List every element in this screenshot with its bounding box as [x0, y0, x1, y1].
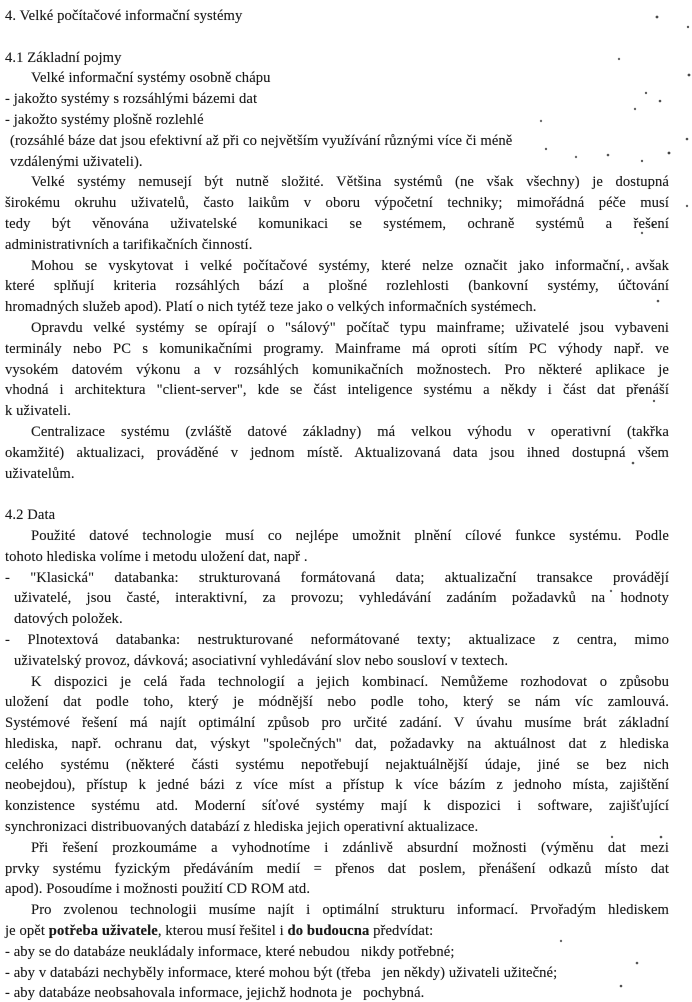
- text-line: k uživateli.: [5, 403, 72, 420]
- text-line: širokému okruhu uživatelů, často laikům v oboru výpočetní techniky; mimořádná péče musí: [5, 195, 669, 212]
- text-line: hlediska, např. ochranu dat, výskyt "společných" dat, požadavky na aktuálnost dat z hlediska: [5, 735, 669, 752]
- bullet-line: - "Klasická" databanka: strukturovaná formátovaná data; aktualizační transakce provádějí: [5, 569, 669, 586]
- text-line: Velké systémy nemusejí být nutně složité. Většina systémů (ne však všechny) je dostupná: [31, 174, 669, 191]
- text-line: Použité datové technologie musí co nejlépe umožnit plnění cílové funkce systému. Podle: [31, 527, 669, 544]
- text-line: datových položek.: [14, 611, 123, 628]
- chapter-title: 4. Velké počítačové informační systémy: [5, 8, 243, 24]
- text-line: uložení dat podle toho, který je módnější nebo podle toho, který se nám víc zamlouvá.: [5, 694, 669, 711]
- bold-text-segment: potřeba uživatele: [48, 923, 158, 940]
- bullet-line: - jakožto systémy s rozsáhlými bázemi dat: [5, 91, 258, 108]
- text-line-with-bold: [5, 921, 669, 942]
- text-line: konzistence systému atd. Moderní síťové systémy mají k dispozici i software, zajišťující: [5, 798, 669, 815]
- section-4-1-heading: 4.1 Základní pojmy: [5, 49, 122, 66]
- blank-line: [5, 484, 669, 505]
- scan-noise: [0, 0, 2, 2]
- text-segment: předvídat:: [369, 923, 434, 940]
- text-line: Pro zvolenou technologii musíme najít i optimální strukturu informací. Prvořadým hlediskem: [31, 902, 669, 919]
- text-line: apod). Posoudíme i možnosti použití CD ROM atd.: [5, 881, 311, 898]
- bullet-line: - Plnotextová databanka: nestrukturované neformátované texty; aktualizace z centra, mimo: [5, 631, 669, 648]
- text-line: Centralizace systému (zvláště datové základny) má velkou výhodu v operativní (takřka: [31, 423, 669, 440]
- text-line: Systémové řešení má najít optimální způsob pro určité zadání. V úvahu musíme brát základní: [5, 715, 669, 732]
- text-line: synchronizaci distribuovaných databází z hlediska jejich operativní aktualizace.: [5, 819, 479, 836]
- text-line: celého systému (některé části systému nepotřebují nejaktuálnější údaje, jiné se bez nich: [5, 756, 669, 773]
- text-segment: , kterou musí řešitel i: [157, 923, 288, 940]
- text-line: Velké informační systémy osobně chápu: [31, 70, 271, 87]
- text-segment: je opět: [5, 923, 49, 940]
- bullet-line: - aby v databázi nechyběly informace, které mohou být (třeba jen někdy) uživateli užitečné;: [5, 964, 558, 981]
- text-line: uživatelský provoz, dávková; asociativní vyhledávání slov nebo sousloví v textech.: [14, 652, 509, 669]
- text-line: okamžité) aktualizaci, prováděné v jednom místě. Aktualizovaná data jsou ihned dostupná všem: [5, 444, 669, 461]
- text-line: neobejdou), přístup k jedné bázi z více míst a přístup k více bázím z jednoho místa, zajištění: [5, 777, 669, 794]
- text-line: administrativních a tarifikačních činností.: [5, 236, 253, 253]
- bullet-line: - aby se do databáze neukládaly informace, které nebudou nikdy potřebné;: [5, 943, 455, 960]
- section-4-2-heading: 4.2 Data: [5, 507, 56, 524]
- text-line: Mohou se vyskytovat i velké počítačové systémy, které nelze označit jako informační, avšak: [31, 257, 669, 274]
- bold-text-segment: do budoucna: [287, 923, 370, 940]
- text-line: uživatelům.: [5, 465, 75, 482]
- text-line: prvky systému fyzickým předáváním medií = přenos dat poslem, přenášení odkazů místo dat: [5, 860, 669, 877]
- blank-line: [5, 27, 669, 48]
- text-line: Při řešení prozkoumáme a vyhodnotíme i zdánlivě absurdní možnosti (výměnu dat mezi: [31, 839, 669, 856]
- document-content: [5, 6, 669, 1002]
- text-line: terminály nebo PC s komunikačními programy. Mainframe má oproti sítím PC výhody např. ve: [5, 340, 669, 357]
- text-line: vhodná i architektura "client-server", kde se část inteligence systému a někdy i část dat přenáší: [5, 382, 669, 399]
- text-line: tedy být věnována uživatelské komunikaci se systémem, ochraně systémů a řešení: [5, 215, 669, 232]
- text-line: (rozsáhlé báze dat jsou efektivní až při co největším využívání různými více či méně: [10, 132, 513, 149]
- text-line: uživatelé, jsou časté, interaktivní, za provozu; vyhledávání zadáním požadavků na hodnoty: [14, 590, 669, 607]
- text-line: Opravdu velké systémy se opírají o "sálový" počítač typu mainframe; uživatelé jsou vybaveni: [31, 319, 669, 336]
- bullet-line: - jakožto systémy plošně rozlehlé: [5, 111, 204, 128]
- bullet-line: - aby databáze neobsahovala informace, jejichž hodnota je pochybná.: [5, 985, 425, 1002]
- text-line: vzdálenými uživateli).: [10, 153, 143, 170]
- text-line: vysokém datovém výkonu a v rozsáhlých komunikačních možnostech. Pro některé aplikace je: [5, 361, 669, 378]
- text-line: K dispozici je celá řada technologií a jejich kombinací. Nemůžeme rozhodovat o způsobu: [31, 673, 669, 690]
- text-line: hromadných služeb apod). Platí o nich tytéž teze jako o velkých informačních systémech.: [5, 299, 537, 316]
- text-line: tohoto hlediska volíme i metodu uložení dat, např .: [5, 548, 308, 565]
- text-line: které splňují kriteria rozsáhlých bází a plošné rozlehlosti (bankovní systémy, účtování: [5, 278, 669, 295]
